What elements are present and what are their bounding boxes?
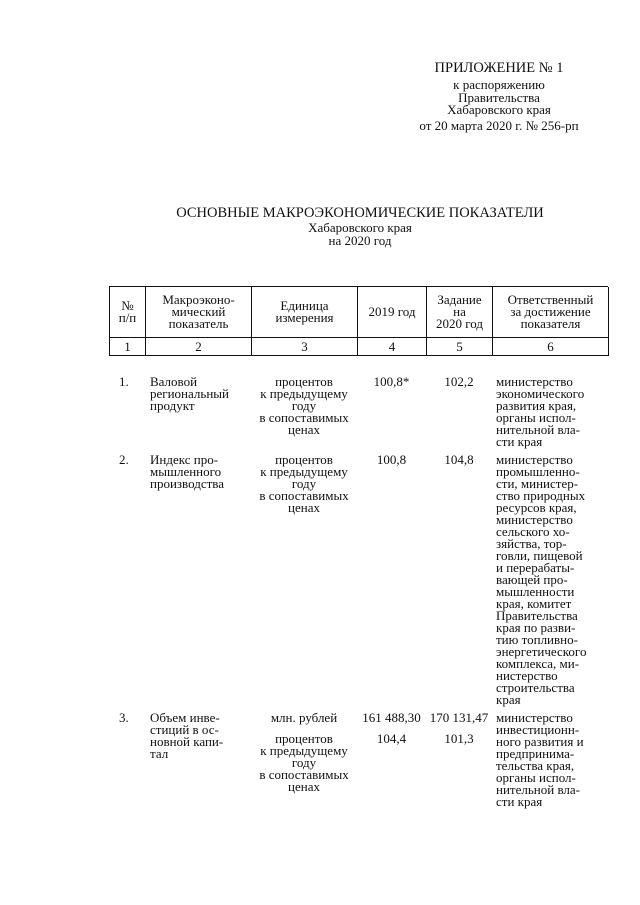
- title-sub: на 2020 год: [328, 232, 392, 248]
- table-row: [109, 448, 608, 706]
- row-value-2020: [426, 712, 492, 808]
- responsible-line: мышленности: [496, 584, 575, 599]
- column-number: 5: [427, 338, 493, 356]
- row-unit: [251, 712, 357, 808]
- value-block: [426, 376, 492, 436]
- responsible-line: комплекса, ми-: [496, 656, 580, 671]
- row-number: 2.: [119, 452, 129, 467]
- unit-line: ценах: [288, 422, 320, 437]
- unit-line: к предыдущему: [260, 743, 348, 758]
- column-number: 1: [110, 338, 146, 356]
- row-number: 3.: [119, 710, 129, 725]
- annex-date: от 20 марта 2020 г. № 256-рп: [419, 117, 579, 133]
- value-2019: 100,8: [376, 452, 407, 467]
- header-responsible-text: [508, 294, 594, 330]
- unit-line: к предыдущему: [260, 386, 348, 401]
- value-block: [426, 733, 492, 793]
- indicator-line: новной капи-: [150, 734, 224, 749]
- header-unit: [252, 287, 358, 338]
- header-line: №: [121, 298, 134, 313]
- title-sub: Хабаровского края: [308, 220, 412, 235]
- responsible-line: ресурсов края,: [496, 500, 577, 515]
- row-unit: [251, 376, 357, 448]
- header-line: показатель: [168, 316, 229, 331]
- value-2020: 101,3: [444, 731, 474, 746]
- value-2019: 161 488,30: [362, 710, 421, 725]
- unit-block: [251, 712, 357, 724]
- indicator-line: производства: [150, 476, 225, 491]
- header-line: мический: [171, 304, 226, 319]
- responsible-line: экономического: [496, 386, 585, 401]
- table-body: [109, 356, 608, 808]
- unit-line: в сопоставимых: [259, 410, 349, 425]
- header-line: за достижение: [510, 304, 591, 319]
- responsible-line: министерство: [496, 374, 573, 389]
- header-line: Ответственный: [507, 292, 594, 307]
- unit-line: ценах: [288, 500, 320, 515]
- unit-line: млн. рублей: [270, 710, 338, 725]
- indicator-line: мышленного: [150, 464, 222, 479]
- header-line: на: [453, 304, 466, 319]
- responsible-line: министерство: [496, 710, 573, 725]
- unit-block: [251, 376, 357, 436]
- row-value-2019: [357, 454, 426, 706]
- responsible-line: края по разви-: [496, 620, 576, 635]
- responsible-line: ного развития и: [496, 734, 584, 749]
- unit-block: [251, 454, 357, 514]
- value-block: [357, 454, 426, 514]
- table-header: [109, 286, 608, 356]
- unit-line: году: [291, 476, 317, 491]
- responsible-line: нистерство: [496, 668, 558, 683]
- responsible-line: промышленно-: [496, 464, 580, 479]
- table-row: [109, 356, 608, 448]
- header-line: Единица: [280, 298, 329, 313]
- header-unit-text: [275, 300, 333, 324]
- indicator-line: Объем инве-: [150, 710, 220, 725]
- annex-title: ПРИЛОЖЕНИЕ № 1: [434, 60, 564, 76]
- document-title: [100, 205, 620, 247]
- row-responsible: [492, 454, 608, 706]
- header-indicator: [146, 287, 252, 338]
- responsible-line: инвестиционн-: [496, 722, 580, 737]
- header-line: измерения: [275, 310, 334, 325]
- responsible-line: сельского хо-: [496, 524, 570, 539]
- unit-block: [251, 733, 357, 793]
- row-indicator: [145, 454, 251, 706]
- row-responsible: [492, 712, 608, 808]
- unit-line: году: [291, 755, 317, 770]
- row-responsible: [492, 376, 608, 448]
- header-responsible: [493, 287, 609, 338]
- responsible-line: развития края,: [496, 398, 577, 413]
- responsible-line: ство природных: [496, 488, 586, 503]
- unit-line: году: [291, 398, 317, 413]
- responsible-line: тельства края,: [496, 758, 575, 773]
- unit-line: в сопоставимых: [259, 488, 349, 503]
- indicator-line: Индекс про-: [150, 452, 219, 467]
- responsible-line: сти края: [496, 434, 543, 449]
- row-number: 1.: [119, 374, 129, 389]
- indicator-line: региональный: [150, 386, 229, 401]
- row-value-2020: [426, 376, 492, 448]
- responsible-line: энергетического: [496, 644, 587, 659]
- responsible-line: и перерабаты-: [496, 560, 575, 575]
- row-indicator: [145, 376, 251, 448]
- annex-line: Правительства: [458, 89, 540, 105]
- unit-line: процентов: [275, 452, 333, 467]
- responsible-line: сти края: [496, 794, 543, 809]
- responsible-line: вающей про-: [496, 572, 568, 587]
- header-2020: [427, 287, 493, 338]
- value-2019: 104,4: [376, 731, 407, 746]
- unit-line: процентов: [275, 374, 333, 389]
- responsible-line: говли, пищевой: [496, 548, 583, 563]
- unit-line: процентов: [275, 731, 333, 746]
- row-value-2019: [357, 376, 426, 448]
- responsible-line: министерство: [496, 512, 573, 527]
- header-number: [110, 287, 146, 338]
- responsible-line: края, комитет: [496, 596, 572, 611]
- value-block: [357, 376, 426, 436]
- unit-line: в сопоставимых: [259, 767, 349, 782]
- value-2019: 100,8*: [373, 374, 410, 389]
- header-line: показателя: [520, 316, 581, 331]
- responsible-line: строительства: [496, 680, 575, 695]
- column-number: 6: [493, 338, 609, 356]
- header-number-text: [119, 300, 137, 324]
- indicator-line: стиций в ос-: [150, 722, 219, 737]
- value-block: [357, 712, 426, 724]
- header-indicator-text: [162, 294, 234, 330]
- responsible-line: нительной вла-: [496, 782, 580, 797]
- header-2019: [358, 287, 427, 338]
- row-unit: [251, 454, 357, 706]
- indicators-table: [109, 286, 608, 808]
- indicator-line: тал: [150, 746, 169, 761]
- responsible-line: сти, министер-: [496, 476, 579, 491]
- responsible-line: органы испол-: [496, 410, 576, 425]
- indicator-line: продукт: [150, 398, 195, 413]
- value-2020: 170 131,47: [429, 710, 489, 725]
- header-line: п/п: [118, 310, 137, 325]
- header-line: Макроэконо-: [162, 292, 235, 307]
- responsible-line: края: [496, 692, 521, 707]
- header-2019-text: [369, 306, 416, 318]
- unit-line: ценах: [288, 779, 320, 794]
- row-indicator: [145, 712, 251, 808]
- responsible-line: Правительства: [496, 608, 578, 623]
- value-2020: 102,2: [444, 374, 474, 389]
- responsible-line: министерство: [496, 452, 573, 467]
- responsible-line: органы испол-: [496, 770, 576, 785]
- responsible-line: зяйства, тор-: [496, 536, 567, 551]
- title-main: ОСНОВНЫЕ МАКРОЭКОНОМИЧЕСКИЕ ПОКАЗАТЕЛИ: [176, 205, 544, 221]
- responsible-line: нительной вла-: [496, 422, 580, 437]
- value-block: [426, 712, 492, 724]
- unit-line: к предыдущему: [260, 464, 348, 479]
- column-number: 3: [252, 338, 358, 356]
- value-2020: 104,8: [444, 452, 474, 467]
- annex-line: Хабаровского края: [447, 102, 551, 117]
- annex-line: к распоряжению: [453, 77, 545, 92]
- header-line: Задание: [437, 292, 482, 307]
- row-value-2019: [357, 712, 426, 808]
- header-2020-text: [436, 294, 483, 330]
- value-block: [426, 454, 492, 514]
- responsible-line: предпринима-: [496, 746, 575, 761]
- indicator-line: Валовой: [150, 374, 198, 389]
- column-number: 4: [358, 338, 427, 356]
- header-line: 2019 год: [368, 304, 416, 319]
- row-value-2020: [426, 454, 492, 706]
- responsible-line: тию топливно-: [496, 632, 578, 647]
- header-line: 2020 год: [436, 316, 483, 331]
- value-block: [357, 733, 426, 793]
- table-row: [109, 706, 608, 808]
- annex-block: [400, 60, 598, 133]
- column-number: 2: [146, 338, 252, 356]
